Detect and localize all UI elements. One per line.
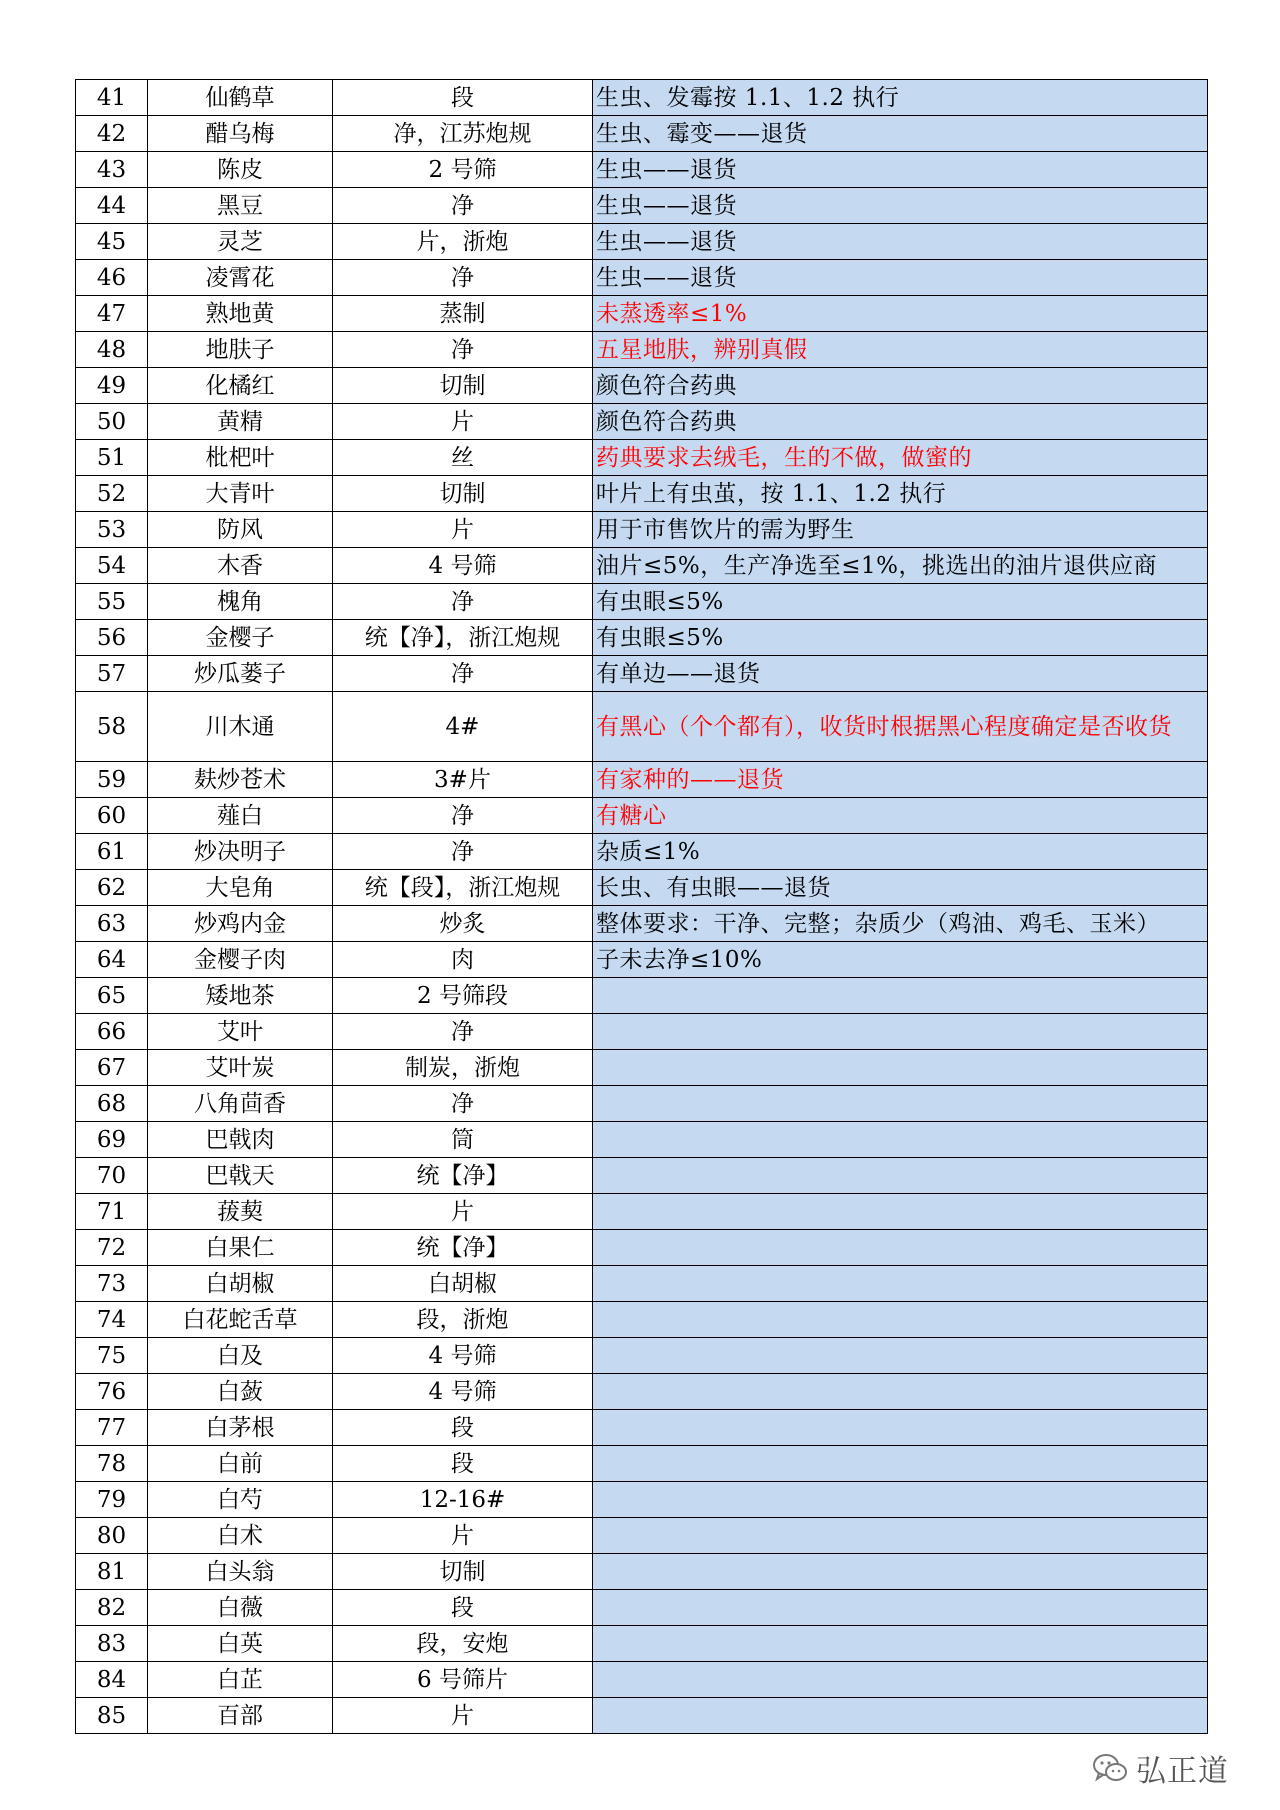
table-row (76, 1050, 1208, 1086)
row-number: 57 (76, 656, 148, 692)
row-number: 46 (76, 260, 148, 296)
row-number: 47 (76, 296, 148, 332)
table-row (76, 1266, 1208, 1302)
table-body (76, 80, 1208, 1734)
table-row (76, 1698, 1208, 1734)
table-row (76, 906, 1208, 942)
herb-spec: 6 号筛片 (333, 1662, 593, 1698)
table-row (76, 116, 1208, 152)
quality-note: 五星地肤，辨别真假 (593, 332, 1208, 368)
row-number: 85 (76, 1698, 148, 1734)
row-number: 54 (76, 548, 148, 584)
row-number: 53 (76, 512, 148, 548)
herb-spec: 4 号筛 (333, 548, 593, 584)
quality-note: 有单边——退货 (593, 656, 1208, 692)
quality-note (593, 1338, 1208, 1374)
table-row (76, 1194, 1208, 1230)
herb-spec: 片 (333, 512, 593, 548)
quality-note: 油片≤5%，生产净选至≤1%，挑选出的油片退供应商 (593, 548, 1208, 584)
herb-spec: 2 号筛段 (333, 978, 593, 1014)
herb-name: 白前 (148, 1446, 333, 1482)
row-number: 42 (76, 116, 148, 152)
table-row (76, 332, 1208, 368)
quality-note (593, 1482, 1208, 1518)
herb-name: 白胡椒 (148, 1266, 333, 1302)
table-row (76, 1086, 1208, 1122)
quality-note: 生虫、霉变——退货 (593, 116, 1208, 152)
table-row (76, 296, 1208, 332)
quality-note (593, 1662, 1208, 1698)
herb-spec: 切制 (333, 476, 593, 512)
row-number: 78 (76, 1446, 148, 1482)
row-number: 45 (76, 224, 148, 260)
table-row (76, 260, 1208, 296)
row-number: 83 (76, 1626, 148, 1662)
quality-note: 有虫眼≤5% (593, 620, 1208, 656)
herb-spec: 净 (333, 188, 593, 224)
herb-name: 凌霄花 (148, 260, 333, 296)
table-row (76, 620, 1208, 656)
herb-spec: 净 (333, 834, 593, 870)
herb-name: 白蔹 (148, 1374, 333, 1410)
row-number: 48 (76, 332, 148, 368)
table-row (76, 548, 1208, 584)
herb-name: 白果仁 (148, 1230, 333, 1266)
table-row (76, 1374, 1208, 1410)
herb-spec: 肉 (333, 942, 593, 978)
herb-spec: 片 (333, 404, 593, 440)
table-row (76, 1446, 1208, 1482)
table-row (76, 1014, 1208, 1050)
table-row (76, 834, 1208, 870)
row-number: 59 (76, 762, 148, 798)
row-number: 79 (76, 1482, 148, 1518)
quality-note (593, 1050, 1208, 1086)
herb-name: 大皂角 (148, 870, 333, 906)
herb-name: 薤白 (148, 798, 333, 834)
herb-spec: 蒸制 (333, 296, 593, 332)
quality-note: 生虫——退货 (593, 152, 1208, 188)
row-number: 50 (76, 404, 148, 440)
herb-name: 菝葜 (148, 1194, 333, 1230)
row-number: 71 (76, 1194, 148, 1230)
row-number: 68 (76, 1086, 148, 1122)
herb-spec: 片，浙炮 (333, 224, 593, 260)
herb-name: 巴戟肉 (148, 1122, 333, 1158)
herb-spec: 炒炙 (333, 906, 593, 942)
herb-spec: 净 (333, 584, 593, 620)
herb-name: 白茅根 (148, 1410, 333, 1446)
row-number: 61 (76, 834, 148, 870)
table-row (76, 978, 1208, 1014)
quality-note: 长虫、有虫眼——退货 (593, 870, 1208, 906)
row-number: 75 (76, 1338, 148, 1374)
quality-note: 生虫、发霉按 1.1、1.2 执行 (593, 80, 1208, 116)
row-number: 49 (76, 368, 148, 404)
quality-note: 生虫——退货 (593, 260, 1208, 296)
table-row (76, 476, 1208, 512)
quality-note: 有黑心（个个都有），收货时根据黑心程度确定是否收货 (593, 692, 1208, 762)
herb-name: 矮地茶 (148, 978, 333, 1014)
herb-spec: 净 (333, 1014, 593, 1050)
quality-note: 有家种的——退货 (593, 762, 1208, 798)
herb-spec: 片 (333, 1518, 593, 1554)
herb-spec: 白胡椒 (333, 1266, 593, 1302)
herb-name: 地肤子 (148, 332, 333, 368)
quality-note (593, 1086, 1208, 1122)
table-row (76, 1302, 1208, 1338)
table-row (76, 404, 1208, 440)
row-number: 80 (76, 1518, 148, 1554)
quality-note (593, 1014, 1208, 1050)
row-number: 65 (76, 978, 148, 1014)
herb-name: 仙鹤草 (148, 80, 333, 116)
quality-note (593, 1554, 1208, 1590)
herb-spec: 段 (333, 1410, 593, 1446)
table-row (76, 798, 1208, 834)
table-row (76, 1122, 1208, 1158)
herb-name: 白薇 (148, 1590, 333, 1626)
herb-spec: 统【净】，浙江炮规 (333, 620, 593, 656)
quality-note: 药典要求去绒毛，生的不做，做蜜的 (593, 440, 1208, 476)
quality-note (593, 1230, 1208, 1266)
table-row (76, 1518, 1208, 1554)
row-number: 67 (76, 1050, 148, 1086)
table-row (76, 1410, 1208, 1446)
table-row (76, 1590, 1208, 1626)
herb-spec: 段 (333, 1590, 593, 1626)
quality-note: 杂质≤1% (593, 834, 1208, 870)
row-number: 43 (76, 152, 148, 188)
herb-spec: 丝 (333, 440, 593, 476)
quality-note (593, 1590, 1208, 1626)
quality-note (593, 1374, 1208, 1410)
herb-name: 麸炒苍术 (148, 762, 333, 798)
row-number: 81 (76, 1554, 148, 1590)
table-row (76, 1230, 1208, 1266)
row-number: 51 (76, 440, 148, 476)
herb-name: 白花蛇舌草 (148, 1302, 333, 1338)
herb-name: 灵芝 (148, 224, 333, 260)
herb-name: 炒鸡内金 (148, 906, 333, 942)
table-row (76, 368, 1208, 404)
quality-note: 生虫——退货 (593, 188, 1208, 224)
herb-name: 百部 (148, 1698, 333, 1734)
row-number: 77 (76, 1410, 148, 1446)
row-number: 60 (76, 798, 148, 834)
quality-note: 未蒸透率≤1% (593, 296, 1208, 332)
row-number: 44 (76, 188, 148, 224)
herb-name: 大青叶 (148, 476, 333, 512)
quality-note (593, 1518, 1208, 1554)
row-number: 73 (76, 1266, 148, 1302)
row-number: 82 (76, 1590, 148, 1626)
table-row (76, 440, 1208, 476)
herb-spec: 净 (333, 1086, 593, 1122)
table-row (76, 692, 1208, 762)
row-number: 72 (76, 1230, 148, 1266)
quality-note: 颜色符合药典 (593, 368, 1208, 404)
herb-name: 川木通 (148, 692, 333, 762)
table-row (76, 80, 1208, 116)
table-row (76, 512, 1208, 548)
quality-note (593, 1266, 1208, 1302)
row-number: 70 (76, 1158, 148, 1194)
quality-note (593, 1410, 1208, 1446)
herb-spec: 净，江苏炮规 (333, 116, 593, 152)
herb-spec: 4 号筛 (333, 1374, 593, 1410)
table-row (76, 1482, 1208, 1518)
herb-name: 炒瓜蒌子 (148, 656, 333, 692)
row-number: 52 (76, 476, 148, 512)
herb-spec: 12-16# (333, 1482, 593, 1518)
table-row (76, 584, 1208, 620)
herb-name: 白芷 (148, 1662, 333, 1698)
herb-name: 醋乌梅 (148, 116, 333, 152)
herb-name: 白及 (148, 1338, 333, 1374)
row-number: 41 (76, 80, 148, 116)
table-row (76, 870, 1208, 906)
table-row (76, 762, 1208, 798)
row-number: 66 (76, 1014, 148, 1050)
herb-spec: 2 号筛 (333, 152, 593, 188)
table-row (76, 1554, 1208, 1590)
quality-note (593, 1158, 1208, 1194)
herb-name: 白英 (148, 1626, 333, 1662)
row-number: 58 (76, 692, 148, 762)
quality-note: 生虫——退货 (593, 224, 1208, 260)
herb-name: 陈皮 (148, 152, 333, 188)
herb-name: 黑豆 (148, 188, 333, 224)
herb-spec: 段，安炮 (333, 1626, 593, 1662)
herb-spec: 净 (333, 656, 593, 692)
quality-note: 叶片上有虫茧，按 1.1、1.2 执行 (593, 476, 1208, 512)
herb-spec: 切制 (333, 1554, 593, 1590)
herb-name: 化橘红 (148, 368, 333, 404)
row-number: 64 (76, 942, 148, 978)
herb-spec: 段 (333, 1446, 593, 1482)
table-row (76, 1338, 1208, 1374)
table-row (76, 942, 1208, 978)
table-row (76, 152, 1208, 188)
herb-name: 金樱子肉 (148, 942, 333, 978)
quality-note (593, 1698, 1208, 1734)
herb-spec: 段，浙炮 (333, 1302, 593, 1338)
herb-name: 巴戟天 (148, 1158, 333, 1194)
herb-name: 枇杷叶 (148, 440, 333, 476)
quality-note: 用于市售饮片的需为野生 (593, 512, 1208, 548)
herb-name: 白术 (148, 1518, 333, 1554)
quality-note (593, 1302, 1208, 1338)
quality-note (593, 978, 1208, 1014)
herb-spec: 3#片 (333, 762, 593, 798)
herb-spec: 段 (333, 80, 593, 116)
herb-name: 黄精 (148, 404, 333, 440)
herb-spec: 净 (333, 798, 593, 834)
table-row (76, 1626, 1208, 1662)
wechat-icon (1092, 1750, 1128, 1786)
quality-note (593, 1122, 1208, 1158)
herb-spec: 切制 (333, 368, 593, 404)
herb-spec: 筒 (333, 1122, 593, 1158)
herb-name: 艾叶炭 (148, 1050, 333, 1086)
quality-note: 有糖心 (593, 798, 1208, 834)
quality-note: 颜色符合药典 (593, 404, 1208, 440)
table-row (76, 188, 1208, 224)
herb-spec: 制炭，浙炮 (333, 1050, 593, 1086)
table-row (76, 1158, 1208, 1194)
watermark-text: 弘正道 (1136, 1754, 1229, 1789)
herb-name: 炒决明子 (148, 834, 333, 870)
table-row (76, 224, 1208, 260)
table-row (76, 656, 1208, 692)
herb-spec: 片 (333, 1194, 593, 1230)
quality-note (593, 1626, 1208, 1662)
row-number: 63 (76, 906, 148, 942)
herb-name: 木香 (148, 548, 333, 584)
quality-note: 有虫眼≤5% (593, 584, 1208, 620)
watermark (1092, 1746, 1229, 1790)
herb-spec: 净 (333, 260, 593, 296)
row-number: 62 (76, 870, 148, 906)
row-number: 69 (76, 1122, 148, 1158)
row-number: 76 (76, 1374, 148, 1410)
herb-spec: 4# (333, 692, 593, 762)
herb-name: 金樱子 (148, 620, 333, 656)
row-number: 56 (76, 620, 148, 656)
quality-note (593, 1446, 1208, 1482)
herb-name: 白头翁 (148, 1554, 333, 1590)
row-number: 84 (76, 1662, 148, 1698)
row-number: 74 (76, 1302, 148, 1338)
herb-name: 熟地黄 (148, 296, 333, 332)
row-number: 55 (76, 584, 148, 620)
herb-name: 八角茴香 (148, 1086, 333, 1122)
herb-name: 槐角 (148, 584, 333, 620)
herb-spec: 4 号筛 (333, 1338, 593, 1374)
herb-spec: 片 (333, 1698, 593, 1734)
herb-spec: 统【段】，浙江炮规 (333, 870, 593, 906)
quality-note: 整体要求：干净、完整；杂质少（鸡油、鸡毛、玉米） (593, 906, 1208, 942)
herb-spec: 统【净】 (333, 1158, 593, 1194)
herb-spec: 净 (333, 332, 593, 368)
quality-note: 子未去净≤10% (593, 942, 1208, 978)
herb-spec: 统【净】 (333, 1230, 593, 1266)
herb-name: 艾叶 (148, 1014, 333, 1050)
table-row (76, 1662, 1208, 1698)
quality-note (593, 1194, 1208, 1230)
herb-name: 防风 (148, 512, 333, 548)
herb-spec-table (75, 79, 1208, 1734)
herb-name: 白芍 (148, 1482, 333, 1518)
